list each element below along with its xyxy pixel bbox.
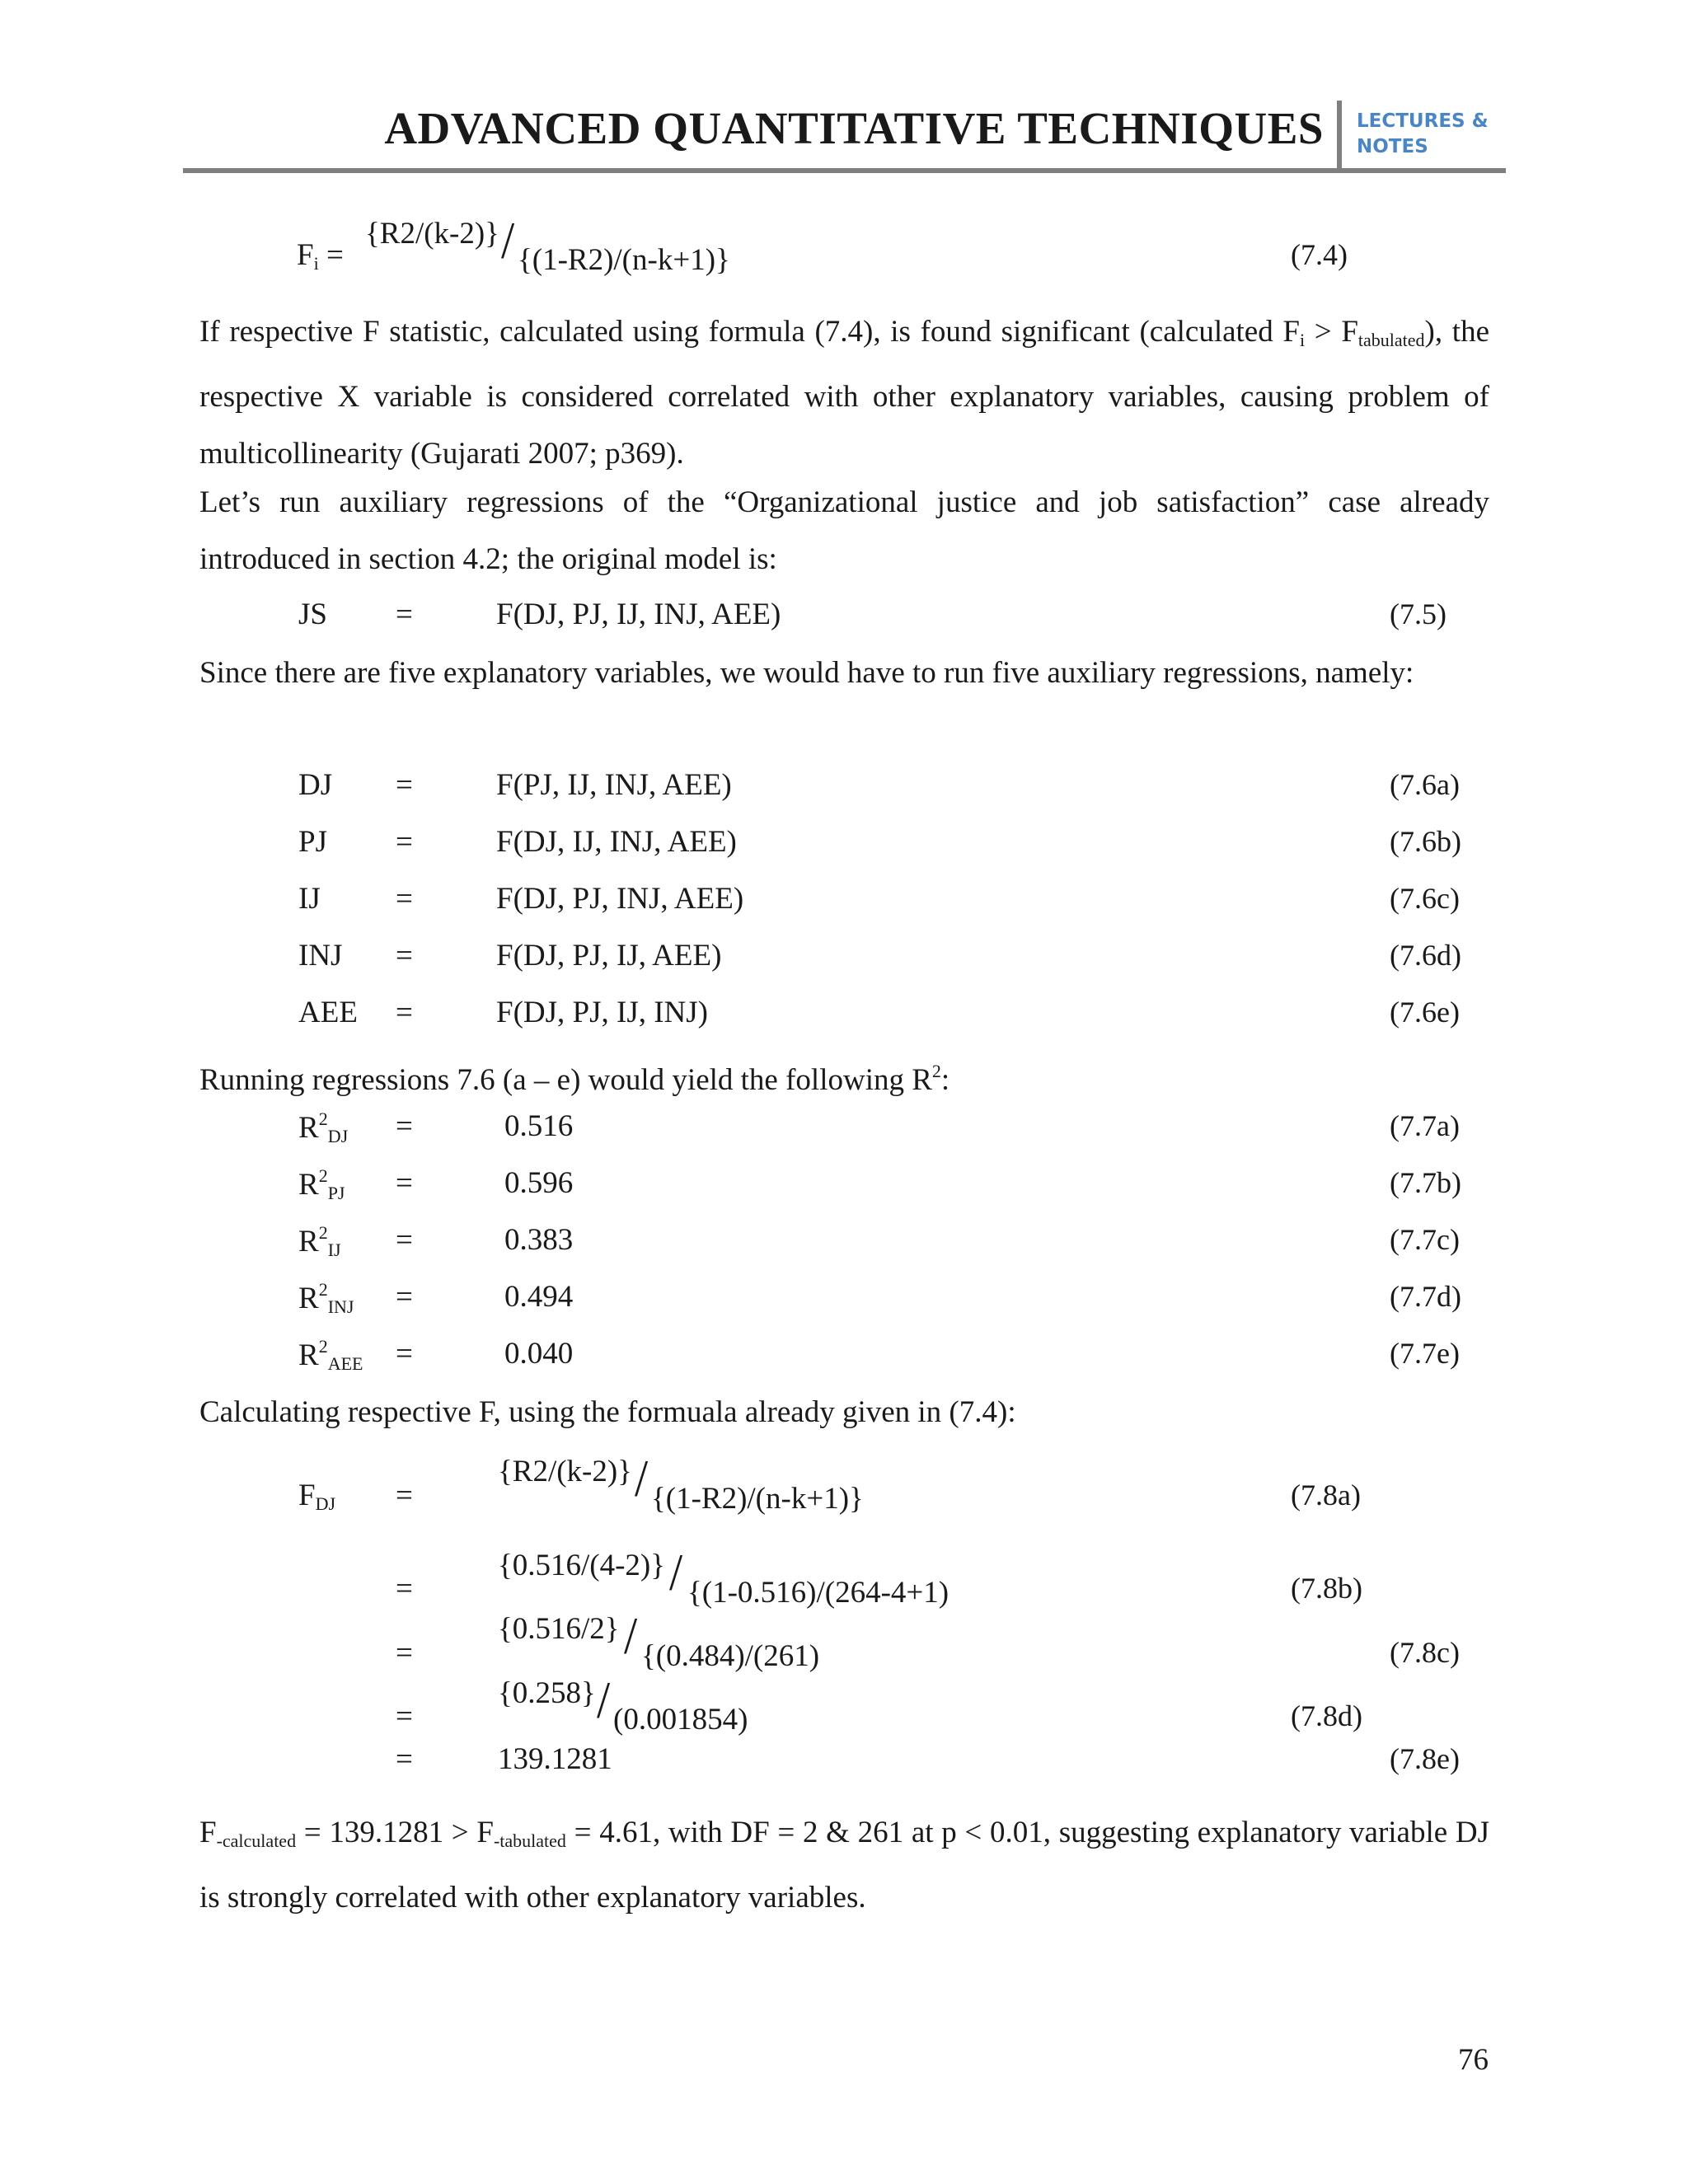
equation-equals: = <box>396 1109 413 1143</box>
calc-numerator: {0.516/2} <box>498 1612 620 1646</box>
r-squared-symbol: $R^2_{INJ}$ <box>298 1279 354 1317</box>
r-squared-value: 0.516 <box>504 1109 574 1143</box>
equation-equals: = <box>396 1636 413 1670</box>
equation-rhs: F(DJ, PJ, INJ, AEE) <box>496 882 744 916</box>
paragraph: $F_{-calculated} = 139.1281 > F_{-tabulated} = 4.61$, with DF = 2 & 261 at p < 0.01, suggesting explanatory variable DJ is strongly correlated with other explanatory variables. <box>199 1816 1490 1915</box>
equation-label: (7.8b) <box>1291 1572 1362 1605</box>
paragraph: Since there are five explanatory variables, we would have to run five auxiliary regressions, namely: <box>199 656 1414 690</box>
calc-denominator: (0.001854) <box>613 1703 748 1736</box>
equation-label: (7.7b) <box>1390 1166 1461 1199</box>
equation-label: (7.6a) <box>1390 768 1460 801</box>
paragraph: Let’s run auxiliary regressions of the “Organizational justice and job satisfaction” case already introduced in section 4.2; the original model is: <box>199 485 1489 576</box>
calc-result: 139.1281 <box>498 1742 612 1776</box>
header-badge-line2: NOTES <box>1357 136 1428 157</box>
calc-slash: / <box>624 1605 638 1666</box>
equation-equals: = <box>396 598 413 631</box>
calc-slash: / <box>597 1670 611 1730</box>
header-badge <box>1357 109 1489 160</box>
calc-slash: / <box>669 1542 683 1602</box>
equation-equals: = <box>396 1479 413 1512</box>
equation-equals: = <box>396 1280 413 1314</box>
equation-equals: = <box>396 1699 413 1733</box>
header-badge-line1: LECTURES & <box>1357 110 1489 132</box>
calc-denominator: {(1-0.516)/(264-4+1) <box>687 1576 950 1610</box>
r-squared-value: 0.383 <box>504 1223 574 1257</box>
equation-label: (7.6e) <box>1390 996 1460 1029</box>
equation-label: (7.6b) <box>1390 825 1461 858</box>
calc-slash: / <box>635 1448 649 1508</box>
page-number: 76 <box>1458 2043 1489 2077</box>
equation-equals: = <box>396 996 413 1029</box>
equation-label: (7.7a) <box>1390 1109 1460 1142</box>
paragraph: If respective F statistic, calculated using formula (7.4), is found significant (calculated $F_i > F_{tabulated}$), the respective X variable is considered correlated with other explanatory variables, causing problem of multicollinearity (Gujarati 2007; p369). <box>199 315 1489 471</box>
equation-equals: = <box>396 882 413 916</box>
equation-label: (7.7c) <box>1390 1223 1460 1256</box>
header-rule <box>183 168 1506 173</box>
equation-label: (7.8d) <box>1291 1699 1362 1732</box>
equation-label: (7.6d) <box>1390 939 1461 972</box>
calc-numerator: {0.516/(4-2)} <box>498 1549 666 1582</box>
equation-lhs: INJ <box>298 939 343 972</box>
equation-label: (7.4) <box>1291 238 1348 271</box>
equation-label: (7.8e) <box>1390 1742 1460 1775</box>
paragraph: Calculating respective F, using the formuala already given in (7.4): <box>199 1395 1016 1429</box>
calc-lhs: $F_{DJ}$ <box>298 1479 336 1514</box>
equation-lhs: JS <box>298 598 327 631</box>
formula-numerator: {R2/(k-2)} <box>365 217 499 251</box>
equation-equals: = <box>396 768 413 802</box>
formula-denominator: {(1-R2)/(n-k+1)} <box>518 243 730 277</box>
equation-label: (7.8a) <box>1291 1479 1361 1511</box>
equation-equals: = <box>396 1166 413 1200</box>
running-header-title: ADVANCED QUANTITATIVE TECHNIQUES <box>384 103 1324 153</box>
equation-rhs: F(DJ, PJ, IJ, INJ) <box>496 996 708 1029</box>
equation-equals: = <box>396 939 413 972</box>
r-squared-value: 0.494 <box>504 1280 574 1314</box>
r-squared-value: 0.040 <box>504 1337 574 1371</box>
paragraph: Running regressions 7.6 (a – e) would yield the following $R^2$: <box>199 1061 950 1097</box>
formula-lhs: $F_i$ = <box>297 238 344 274</box>
equation-rhs: F(DJ, PJ, IJ, AEE) <box>496 939 722 972</box>
calc-numerator: {0.258} <box>498 1676 596 1710</box>
equation-lhs: IJ <box>298 882 321 916</box>
equation-label: (7.7e) <box>1390 1337 1460 1370</box>
header-divider <box>1337 101 1342 171</box>
equation-label: (7.7d) <box>1390 1280 1461 1313</box>
equation-equals: = <box>396 1223 413 1257</box>
equation-equals: = <box>396 825 413 859</box>
equation-equals: = <box>396 1742 413 1776</box>
r-squared-symbol: $R^2_{IJ}$ <box>298 1222 341 1260</box>
equation-label: (7.6c) <box>1390 882 1460 915</box>
calc-denominator: {(1-R2)/(n-k+1)} <box>651 1482 864 1516</box>
equation-label: (7.5) <box>1390 598 1447 630</box>
calc-numerator: {R2/(k-2)} <box>498 1455 632 1488</box>
r-squared-value: 0.596 <box>504 1166 574 1200</box>
r-squared-symbol: $R^2_{AEE}$ <box>298 1336 363 1374</box>
equation-equals: = <box>396 1572 413 1605</box>
formula-slash: / <box>501 210 515 270</box>
r-squared-symbol: $R^2_{PJ}$ <box>298 1165 345 1203</box>
equation-lhs: DJ <box>298 768 333 802</box>
equation-rhs: F(PJ, IJ, INJ, AEE) <box>496 768 732 802</box>
equation-label: (7.8c) <box>1390 1636 1460 1669</box>
calc-denominator: {(0.484)/(261) <box>641 1639 820 1673</box>
equation-rhs: F(DJ, IJ, INJ, AEE) <box>496 825 737 859</box>
r-squared-symbol: $R^2_{DJ}$ <box>298 1108 349 1146</box>
equation-rhs: F(DJ, PJ, IJ, INJ, AEE) <box>496 598 781 631</box>
equation-lhs: PJ <box>298 825 327 859</box>
equation-lhs: AEE <box>298 996 358 1029</box>
equation-equals: = <box>396 1337 413 1371</box>
